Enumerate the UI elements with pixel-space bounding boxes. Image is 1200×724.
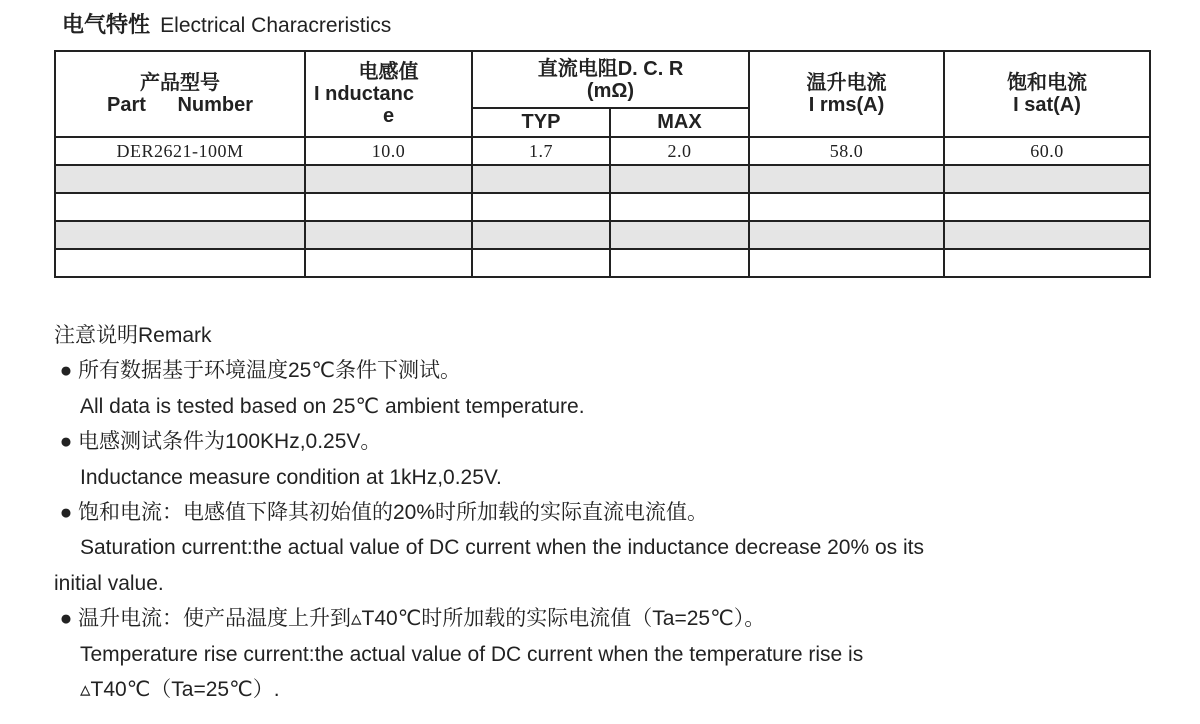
remark-item-en-continued: initial value. bbox=[54, 571, 164, 595]
cell-irms bbox=[749, 165, 944, 193]
cell-dcr-max bbox=[610, 165, 749, 193]
cell-dcr-max bbox=[610, 249, 749, 277]
cell-irms bbox=[749, 221, 944, 249]
cell-dcr-typ bbox=[472, 249, 610, 277]
remark-item-en-continued: ▵T40℃（Ta=25℃）. bbox=[80, 678, 280, 702]
cell-dcr-typ: 1.7 bbox=[472, 137, 610, 165]
header-isat: 饱和电流 I sat(A) bbox=[944, 51, 1150, 137]
cell-part-number bbox=[55, 193, 305, 221]
cell-isat bbox=[944, 193, 1150, 221]
cell-inductance bbox=[305, 249, 472, 277]
remark-item-cn: ● 温升电流：使产品温度上升到▵T40℃时所加载的实际电流值（Ta=25℃）。 bbox=[54, 601, 1164, 636]
cell-dcr-typ bbox=[472, 193, 610, 221]
bullet-icon: ● bbox=[59, 430, 73, 454]
remarks-section bbox=[54, 318, 1164, 707]
cell-dcr-typ bbox=[472, 165, 610, 193]
remark-item-en: Temperature rise current:the actual value of DC current when the temperature rise is bbox=[80, 642, 864, 666]
cell-isat: 60.0 bbox=[944, 137, 1150, 165]
table-row bbox=[55, 193, 1150, 221]
table-row bbox=[55, 221, 1150, 249]
cell-dcr-max bbox=[610, 193, 749, 221]
remark-item-cn: ● 饱和电流：电感值下降其初始值的20%时所加载的实际直流电流值。 bbox=[54, 495, 1164, 530]
cell-dcr-max: 2.0 bbox=[610, 137, 749, 165]
electrical-characteristics-table bbox=[54, 50, 1151, 278]
bullet-icon: ● bbox=[59, 359, 73, 383]
cell-isat bbox=[944, 221, 1150, 249]
cell-irms bbox=[749, 193, 944, 221]
cell-part-number bbox=[55, 249, 305, 277]
cell-dcr-max bbox=[610, 221, 749, 249]
cell-irms bbox=[749, 249, 944, 277]
table-row bbox=[55, 165, 1150, 193]
header-part-number: 产品型号 Part Number bbox=[55, 51, 305, 137]
remarks-heading: 注意说明Remark bbox=[54, 324, 212, 347]
remark-item-en: All data is tested based on 25℃ ambient temperature. bbox=[80, 394, 585, 418]
header-inductance: 电感值 I nductanc e bbox=[305, 51, 472, 137]
cell-part-number: DER2621-100M bbox=[55, 137, 305, 165]
cell-inductance: 10.0 bbox=[305, 137, 472, 165]
bullet-icon: ● bbox=[59, 501, 73, 525]
section-title-en: Electrical Characreristics bbox=[160, 14, 392, 37]
header-dcr-typ: TYP bbox=[472, 108, 610, 137]
cell-part-number bbox=[55, 221, 305, 249]
table-row bbox=[55, 137, 1150, 165]
table-row bbox=[55, 249, 1150, 277]
cell-part-number bbox=[55, 165, 305, 193]
cell-isat bbox=[944, 165, 1150, 193]
cell-irms: 58.0 bbox=[749, 137, 944, 165]
remark-item-cn: ● 电感测试条件为100KHz,0.25V。 bbox=[54, 424, 1164, 459]
section-title-cn: 电气特性 bbox=[62, 12, 151, 37]
header-dcr: 直流电阻D. C. R (mΩ) bbox=[472, 51, 749, 108]
header-dcr-max: MAX bbox=[610, 108, 749, 137]
remark-item-en: Saturation current:the actual value of DC current when the inductance decrease 20% os its bbox=[80, 536, 924, 560]
section-title bbox=[62, 8, 391, 39]
remark-item-cn: ● 所有数据基于环境温度25℃条件下测试。 bbox=[54, 353, 1164, 388]
header-irms: 温升电流 I rms(A) bbox=[749, 51, 944, 137]
remark-item-en: Inductance measure condition at 1kHz,0.25V. bbox=[80, 465, 502, 489]
bullet-icon: ● bbox=[59, 607, 73, 631]
cell-inductance bbox=[305, 221, 472, 249]
cell-inductance bbox=[305, 193, 472, 221]
cell-isat bbox=[944, 249, 1150, 277]
cell-dcr-typ bbox=[472, 221, 610, 249]
cell-inductance bbox=[305, 165, 472, 193]
